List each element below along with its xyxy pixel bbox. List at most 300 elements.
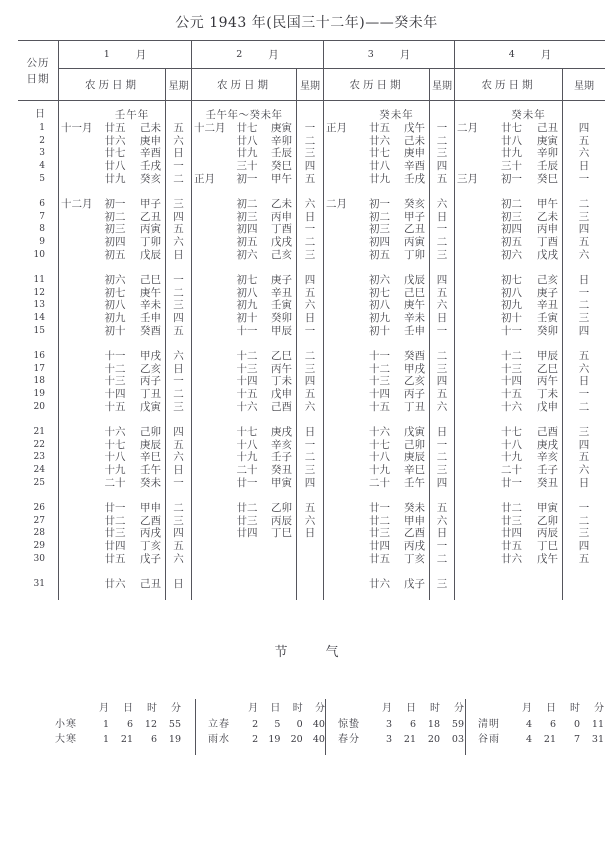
lunar-month-label xyxy=(59,439,99,452)
weekday-cell: 三 xyxy=(173,197,184,210)
day-number: 28 xyxy=(33,528,45,539)
lunar-day: 廿四 xyxy=(104,540,126,553)
lunar-month-label xyxy=(192,451,232,464)
ganzhi: 丙午 xyxy=(271,362,292,375)
lunar-month-label xyxy=(192,375,232,388)
lunar-day: 廿七 xyxy=(236,121,258,134)
lunar-month-label xyxy=(324,578,364,591)
lunar-month-label xyxy=(455,540,495,553)
term-value: 20 xyxy=(290,734,303,745)
month-header-group xyxy=(324,41,455,100)
lunar-date-cell xyxy=(192,451,296,464)
lunar-month-label xyxy=(324,439,364,452)
term-value: 31 xyxy=(591,734,604,745)
ganzhi: 己巳 xyxy=(140,273,161,286)
lunar-date-cell xyxy=(59,249,165,262)
lunar-month-label xyxy=(59,515,99,528)
ganzhi: 甲戌 xyxy=(140,349,161,362)
lunar-day: 初九 xyxy=(104,312,126,325)
lunar-month-label xyxy=(192,147,232,160)
term-value: 6 xyxy=(126,718,133,730)
lunar-month-label xyxy=(59,325,99,338)
weekday-cell: 三 xyxy=(173,514,184,527)
solar-term-row xyxy=(208,732,325,748)
lunar-month-label xyxy=(59,173,99,186)
lunar-date-cell xyxy=(59,451,165,464)
month-unit: 月 xyxy=(540,49,552,61)
ganzhi: 庚戌 xyxy=(271,425,292,438)
lunar-month-label xyxy=(192,439,232,452)
ganzhi: 丙辰 xyxy=(537,527,558,540)
ganzhi: 丁酉 xyxy=(271,223,292,236)
lunar-month-label xyxy=(455,287,495,300)
lunar-date-cell xyxy=(455,439,562,452)
weekday-cell: 六 xyxy=(173,552,184,565)
lunar-month-label xyxy=(192,274,232,287)
weekday-cell: 五 xyxy=(304,388,316,401)
ganzhi: 丁卯 xyxy=(140,236,161,249)
lunar-month-label xyxy=(455,249,495,262)
ganzhi: 戊辰 xyxy=(404,273,425,286)
lunar-month-label xyxy=(59,299,99,312)
lunar-month-label xyxy=(455,502,495,515)
weekday-cell xyxy=(430,109,454,122)
solar-term-row xyxy=(478,717,611,733)
lunar-date-cell xyxy=(455,401,562,414)
lunar-day: 廿三 xyxy=(104,527,126,540)
month-unit: 月 xyxy=(268,49,279,61)
weekday-cell: 四 xyxy=(304,160,316,173)
lunar-month-label xyxy=(59,236,99,249)
ganzhi: 乙巳 xyxy=(537,362,558,375)
lunar-date-cell xyxy=(324,426,429,439)
ganzhi: 乙未 xyxy=(271,197,292,210)
lunar-day: 廿二 xyxy=(369,514,390,527)
day-number: 2 xyxy=(39,135,45,146)
lunar-month-label xyxy=(59,451,99,464)
day-number: 22 xyxy=(33,439,45,450)
lunar-day: 廿五 xyxy=(104,121,126,134)
term-name: 清明 xyxy=(478,718,500,730)
lunar-date-cell xyxy=(59,553,165,566)
lunar-column xyxy=(455,101,563,600)
lunar-day: 廿七 xyxy=(501,121,522,134)
lunar-date-cell xyxy=(455,502,562,515)
weekday-cell: 日 xyxy=(173,577,184,590)
ganzhi: 癸丑 xyxy=(537,476,558,489)
ganzhi: 己未 xyxy=(404,134,425,147)
ganzhi: 壬申 xyxy=(404,324,425,337)
day-number: 5 xyxy=(39,173,45,184)
ganzhi: 癸酉 xyxy=(140,324,161,337)
lunar-month-label: 二月 xyxy=(457,121,478,134)
lunar-day: 十七 xyxy=(104,438,126,451)
ganzhi: 壬子 xyxy=(537,464,558,477)
term-name: 大寒 xyxy=(55,734,77,745)
lunar-day: 十八 xyxy=(501,438,522,451)
ganzhi: 甲寅 xyxy=(537,501,558,514)
weekday-cell xyxy=(563,578,605,591)
page-title: 公元 1943 年(民国三十二年)——癸未年 xyxy=(175,15,438,31)
column-header: 月 xyxy=(248,703,259,714)
lunar-month-label xyxy=(192,527,232,540)
lunar-day: 廿六 xyxy=(104,577,126,590)
lunar-day: 十六 xyxy=(104,425,126,438)
lunar-day: 十九 xyxy=(501,451,522,464)
ganzhi: 癸酉 xyxy=(404,349,425,362)
lunar-date-cell xyxy=(455,299,562,312)
term-value: 4 xyxy=(525,718,532,730)
ganzhi: 己未 xyxy=(140,121,161,134)
term-value: 21 xyxy=(120,734,133,745)
ganzhi: 壬辰 xyxy=(271,147,292,160)
lunar-day: 廿六 xyxy=(369,577,390,590)
lunar-date-cell xyxy=(192,439,296,452)
ganzhi: 癸卯 xyxy=(271,312,292,325)
lunar-day: 十五 xyxy=(501,388,522,401)
lunar-date-cell xyxy=(455,198,562,211)
month-number: 4 xyxy=(508,49,515,60)
weekday-cell: 日 xyxy=(578,375,590,388)
day-number: 31 xyxy=(33,578,45,589)
weekday-cell: 六 xyxy=(304,299,316,312)
lunar-day: 十四 xyxy=(104,388,126,401)
lunar-date-cell xyxy=(324,299,429,312)
lunar-date-cell xyxy=(192,198,296,211)
ganzhi: 己卯 xyxy=(404,438,425,451)
lunar-month-label xyxy=(192,299,232,312)
day-number: 12 xyxy=(33,287,45,298)
lunar-day: 十七 xyxy=(369,438,390,451)
lunar-month-label xyxy=(455,401,495,414)
ganzhi: 乙卯 xyxy=(537,514,558,527)
ganzhi: 辛亥 xyxy=(271,438,292,451)
lunar-day: 二十 xyxy=(236,464,258,477)
solar-terms-title-char1: 节 xyxy=(274,645,288,660)
weekday-cell: 日 xyxy=(436,312,448,325)
lunar-date-cell xyxy=(192,388,296,401)
lunar-date-cell xyxy=(455,451,562,464)
ganzhi: 庚戌 xyxy=(537,438,558,451)
lunar-month-label xyxy=(59,160,99,173)
ganzhi: 戊辰 xyxy=(140,248,161,261)
term-name: 谷雨 xyxy=(478,734,500,745)
lunar-month-label xyxy=(324,147,364,160)
day-number: 10 xyxy=(33,249,45,260)
lunar-date-cell xyxy=(192,325,296,338)
weekday-cell: 二 xyxy=(578,400,590,413)
lunar-date-cell xyxy=(455,122,562,135)
weekday-cell: 三 xyxy=(304,248,316,261)
lunar-date-cell xyxy=(324,451,429,464)
lunar-month-label xyxy=(59,135,99,148)
lunar-date-cell xyxy=(455,578,562,591)
lunar-day: 廿八 xyxy=(501,134,522,147)
month-header-group xyxy=(455,41,605,100)
lunar-date-cell xyxy=(455,173,562,186)
lunar-month-label xyxy=(192,198,232,211)
weekday-column xyxy=(166,101,192,600)
weekday-cell: 一 xyxy=(304,121,316,134)
weekday-cell: 日 xyxy=(436,527,448,540)
weekday-cell: 三 xyxy=(304,147,316,160)
day-number: 14 xyxy=(33,313,45,324)
lunar-day: 十二 xyxy=(104,362,126,375)
lunar-month-label xyxy=(59,147,99,160)
solar-terms-title xyxy=(0,641,613,660)
lunar-month-label xyxy=(455,211,495,224)
lunar-month-label xyxy=(59,401,99,414)
lunar-date-cell xyxy=(324,173,429,186)
ganzhi: 癸巳 xyxy=(271,160,292,173)
ganzhi: 甲申 xyxy=(404,514,425,527)
lunar-day: 初二 xyxy=(369,210,390,223)
lunar-date-header: 农历日期 xyxy=(192,69,297,100)
lunar-day: 十六 xyxy=(236,400,258,413)
solar-term-row xyxy=(55,732,195,748)
day-number: 29 xyxy=(33,541,45,552)
lunar-month-label xyxy=(455,439,495,452)
column-header: 月 xyxy=(382,703,392,714)
ganzhi: 甲子 xyxy=(140,197,161,210)
lunar-month-label xyxy=(455,515,495,528)
solar-term-row xyxy=(55,717,195,733)
lunar-date-cell xyxy=(192,375,296,388)
lunar-date-cell xyxy=(192,236,296,249)
lunar-day: 廿五 xyxy=(104,552,126,565)
lunar-date-cell xyxy=(455,236,562,249)
weekday-cell: 三 xyxy=(578,312,590,325)
lunar-date-cell xyxy=(59,464,165,477)
lunar-month-label xyxy=(59,502,99,515)
lunar-date-cell xyxy=(192,274,296,287)
ganzhi: 辛丑 xyxy=(537,299,558,312)
solar-term-header-row xyxy=(55,701,195,717)
ganzhi: 戊申 xyxy=(271,388,292,401)
lunar-date-cell xyxy=(192,527,296,540)
solar-term-row xyxy=(478,732,611,748)
lunar-day: 廿五 xyxy=(369,552,390,565)
weekday-column xyxy=(430,101,455,600)
lunar-date-cell xyxy=(455,274,562,287)
lunar-month-label xyxy=(324,527,364,540)
weekday-cell: 六 xyxy=(578,362,590,375)
lunar-month-label xyxy=(59,540,99,553)
lunar-day: 初八 xyxy=(369,299,390,312)
day-number: 25 xyxy=(33,477,45,488)
ganzhi: 戊寅 xyxy=(404,425,425,438)
lunar-day: 初八 xyxy=(236,286,258,299)
lunar-date-cell xyxy=(455,147,562,160)
ganzhi: 辛酉 xyxy=(404,160,425,173)
weekday-cell: 日 xyxy=(436,425,448,438)
lunar-day: 初九 xyxy=(236,299,258,312)
ganzhi: 辛卯 xyxy=(271,134,292,147)
weekday-cell: 日 xyxy=(436,210,448,223)
lunar-day: 初八 xyxy=(501,286,522,299)
lunar-date-cell xyxy=(192,464,296,477)
ganzhi: 辛亥 xyxy=(537,451,558,464)
lunar-date-cell xyxy=(192,578,296,591)
weekday-cell: 一 xyxy=(304,324,316,337)
corner-line-2: 日期 xyxy=(26,72,50,85)
lunar-day: 廿六 xyxy=(104,134,126,147)
lunar-date-cell xyxy=(455,375,562,388)
term-value: 21 xyxy=(403,734,416,745)
ganzhi: 丙寅 xyxy=(140,223,161,236)
month-header-group xyxy=(192,41,324,100)
term-value: 2 xyxy=(252,718,259,730)
weekday-cell: 日 xyxy=(304,210,316,223)
lunar-day: 初八 xyxy=(104,299,126,312)
lunar-date-cell xyxy=(455,464,562,477)
column-header: 分 xyxy=(171,703,181,714)
lunar-date-cell xyxy=(455,388,562,401)
lunar-day: 十二 xyxy=(236,349,258,362)
lunar-date-cell xyxy=(455,211,562,224)
weekday-cell: 三 xyxy=(578,425,590,438)
lunar-date-cell xyxy=(192,312,296,325)
lunar-day: 十一 xyxy=(501,324,522,337)
lunar-day: 初六 xyxy=(501,248,522,261)
column-header: 时 xyxy=(292,703,303,714)
lunar-date-cell xyxy=(455,249,562,262)
lunar-day: 初六 xyxy=(236,248,258,261)
term-value: 3 xyxy=(385,734,392,745)
ganzhi: 丙子 xyxy=(140,375,161,388)
column-header: 时 xyxy=(570,703,580,714)
column-header: 日 xyxy=(270,703,281,714)
weekday-cell: 五 xyxy=(578,134,590,147)
lunar-month-label xyxy=(455,299,495,312)
lunar-date-cell xyxy=(59,287,165,300)
month-unit: 月 xyxy=(399,49,411,61)
lunar-day: 初四 xyxy=(104,236,126,249)
lunar-month-label xyxy=(455,527,495,540)
lunar-month-label xyxy=(324,236,364,249)
lunar-day: 廿三 xyxy=(369,527,390,540)
lunar-day: 廿一 xyxy=(236,476,258,489)
lunar-date-cell xyxy=(324,147,429,160)
lunar-date-cell xyxy=(192,553,296,566)
lunar-month-label xyxy=(455,388,495,401)
lunar-month-label: 正月 xyxy=(194,172,215,185)
ganzhi: 辛卯 xyxy=(537,147,558,160)
weekday-cell: 四 xyxy=(304,273,316,286)
ganzhi: 乙卯 xyxy=(271,501,292,514)
ganzhi: 戊寅 xyxy=(140,400,161,413)
lunar-month-label xyxy=(455,477,495,490)
lunar-day: 三十 xyxy=(236,160,258,173)
weekday-cell: 日 xyxy=(304,527,316,540)
lunar-day: 初七 xyxy=(369,286,390,299)
lunar-date-cell xyxy=(59,363,165,376)
ganzhi: 癸未 xyxy=(404,501,425,514)
ganzhi: 辛酉 xyxy=(140,147,161,160)
lunar-date-cell xyxy=(324,502,429,515)
lunar-month-label xyxy=(192,464,232,477)
weekday-cell: 三 xyxy=(436,147,448,160)
weekday-cell: 四 xyxy=(436,273,448,286)
ganzhi: 丁巳 xyxy=(271,527,292,540)
week-header: 星期 xyxy=(574,81,594,92)
solar-term-group xyxy=(465,699,611,755)
lunar-column xyxy=(324,101,430,600)
weekday-cell: 二 xyxy=(578,299,590,312)
lunar-day: 初三 xyxy=(104,223,126,236)
ganzhi: 丁亥 xyxy=(140,540,161,553)
lunar-day: 初一 xyxy=(236,172,258,185)
lunar-date-cell xyxy=(59,173,165,186)
lunar-date-cell xyxy=(324,464,429,477)
lunar-date-cell xyxy=(192,249,296,262)
week-header: 星期 xyxy=(300,81,320,92)
lunar-day: 二十 xyxy=(501,464,522,477)
ganzhi: 壬戌 xyxy=(140,160,161,173)
term-value: 18 xyxy=(427,718,440,730)
lunar-date-cell xyxy=(192,426,296,439)
column-header: 月 xyxy=(99,703,109,714)
weekday-cell: 四 xyxy=(173,527,184,540)
column-header: 时 xyxy=(147,703,157,714)
lunar-month-label xyxy=(324,211,364,224)
term-name: 春分 xyxy=(338,734,360,745)
ganzhi: 丙辰 xyxy=(271,514,292,527)
weekday-cell: 五 xyxy=(578,552,590,565)
lunar-month-label xyxy=(192,388,232,401)
ganzhi: 癸卯 xyxy=(537,324,558,337)
lunar-day: 十三 xyxy=(104,375,126,388)
lunar-month-label xyxy=(324,363,364,376)
weekday-cell: 五 xyxy=(578,451,590,464)
lunar-date-cell xyxy=(324,515,429,528)
lunar-date-cell xyxy=(59,477,165,490)
weekday-cell: 二 xyxy=(304,134,316,147)
lunar-day: 廿五 xyxy=(369,121,390,134)
term-value: 19 xyxy=(268,734,281,745)
lunar-month-label xyxy=(59,464,99,477)
lunar-month-label xyxy=(59,426,99,439)
day-number: 3 xyxy=(39,148,45,159)
solar-term-header-row xyxy=(208,701,325,717)
ganzhi: 壬午 xyxy=(140,464,161,477)
ganzhi: 乙丑 xyxy=(404,223,425,236)
weekday-cell: 四 xyxy=(436,476,448,489)
ganzhi: 庚辰 xyxy=(140,438,161,451)
term-value: 0 xyxy=(296,718,303,730)
weekday-cell: 一 xyxy=(436,438,448,451)
lunar-day: 初十 xyxy=(501,312,522,325)
lunar-date-cell xyxy=(324,135,429,148)
lunar-date-cell xyxy=(59,122,165,135)
ganzhi: 壬寅 xyxy=(537,312,558,325)
month-header-group xyxy=(59,41,192,100)
lunar-month-label xyxy=(324,325,364,338)
ganzhi: 戊午 xyxy=(537,552,558,565)
ganzhi: 丁未 xyxy=(271,375,292,388)
lunar-day: 廿九 xyxy=(236,147,258,160)
lunar-date-cell xyxy=(324,198,429,211)
term-value: 19 xyxy=(168,734,181,745)
weekday-cell: 二 xyxy=(436,134,448,147)
weekday-cell: 六 xyxy=(436,514,448,527)
lunar-date-cell xyxy=(59,160,165,173)
ganzhi: 甲午 xyxy=(271,172,292,185)
lunar-day: 初一 xyxy=(369,197,390,210)
lunar-date-cell xyxy=(324,527,429,540)
day-number: 24 xyxy=(33,465,45,476)
weekday-cell: 四 xyxy=(436,160,448,173)
